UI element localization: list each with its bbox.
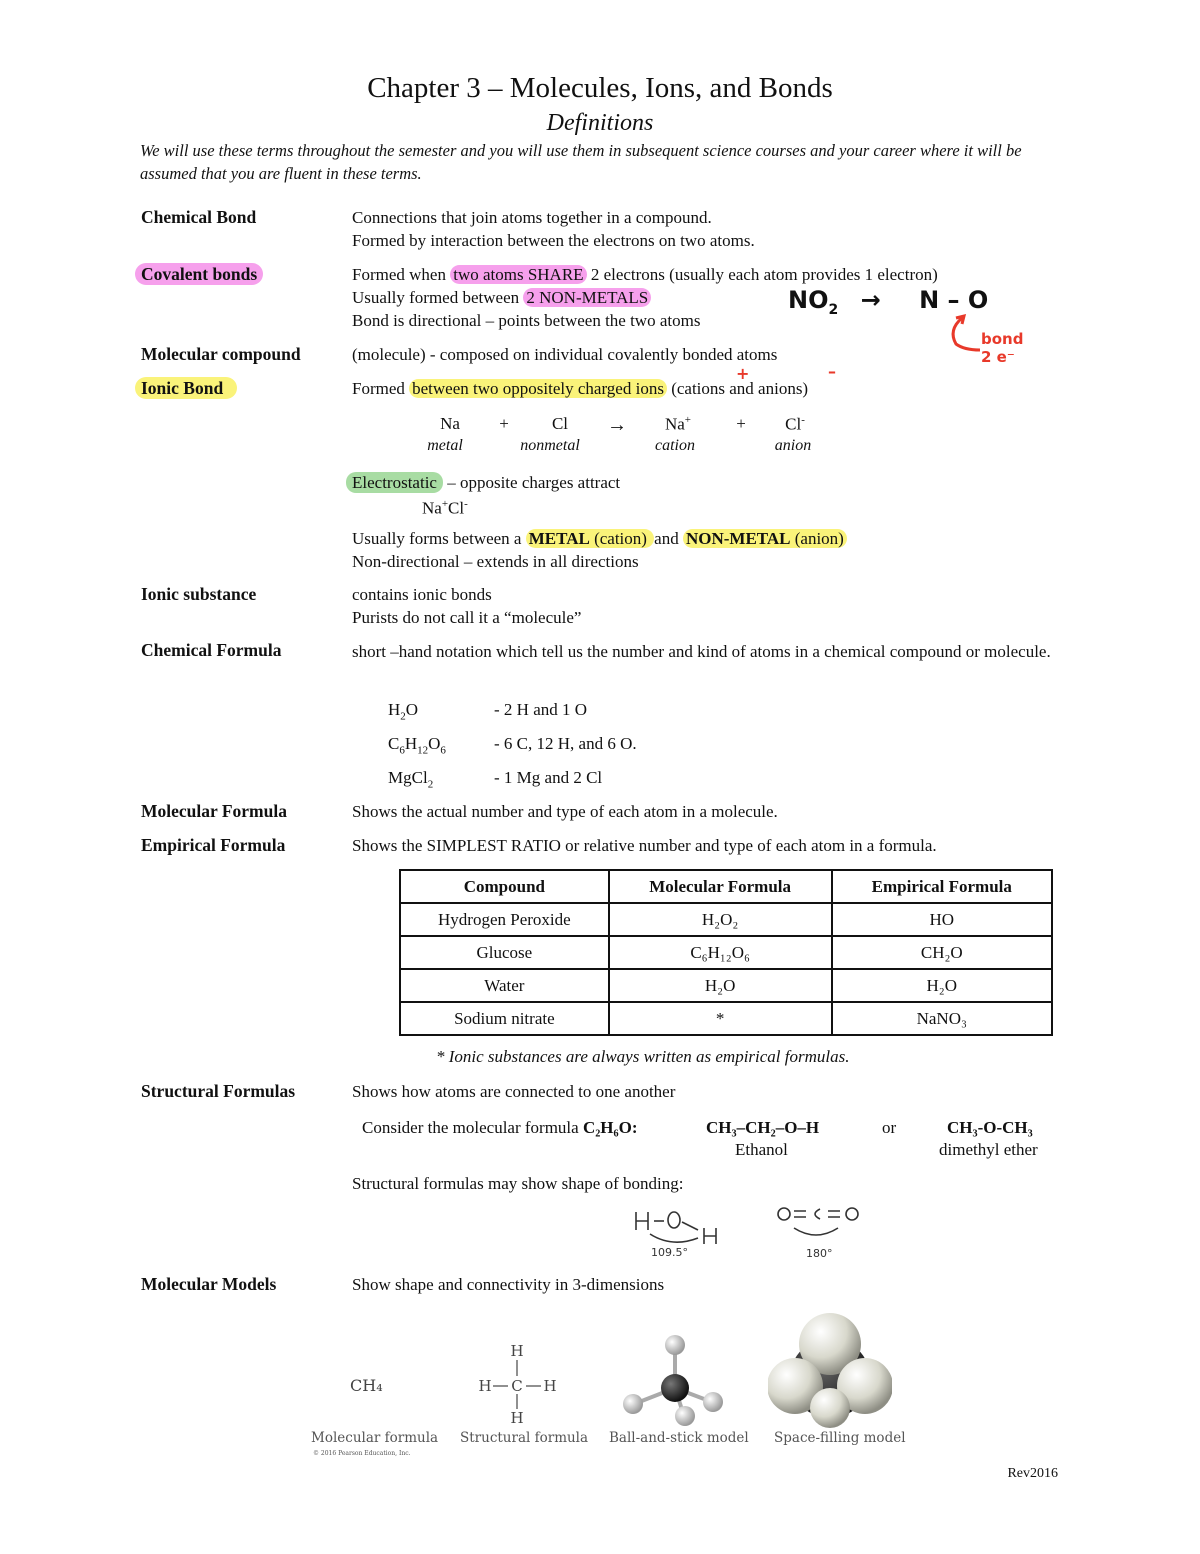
- text: (cations and anions): [666, 379, 809, 398]
- ball-and-stick-model: [618, 1332, 730, 1432]
- handwritten-minus: –: [828, 362, 836, 381]
- eq-label-cation: cation: [655, 437, 695, 454]
- table-row: [400, 903, 1052, 936]
- structural-atoms: [478, 1342, 556, 1427]
- def-line: [352, 263, 938, 286]
- text: Consider the molecular formula: [362, 1118, 583, 1137]
- table-header-row: [400, 870, 1052, 903]
- def-structural-formulas: Shows how atoms are connected to one another: [352, 1082, 676, 1101]
- eq-label-anion: anion: [774, 437, 812, 454]
- double-bond: [828, 1211, 840, 1217]
- hydrogen-ball: [665, 1335, 685, 1355]
- term-ionic-bond: [141, 378, 237, 399]
- formula-glucose: $C_6H_{12}O_6$: [388, 734, 446, 757]
- text: METAL: [528, 529, 590, 548]
- eq-cl: Cl: [551, 414, 569, 433]
- table-cell: Hydrogen Peroxide: [400, 903, 609, 936]
- table-cell: H₂O: [832, 969, 1052, 1002]
- model-label: Space-filling model: [774, 1430, 906, 1446]
- eq-plus: +: [499, 414, 509, 433]
- term-covalent-bonds: [141, 264, 263, 285]
- consider-line: [362, 1116, 638, 1139]
- atom-h: H: [510, 1342, 524, 1360]
- text: N – O: [919, 286, 989, 314]
- charge: -: [801, 414, 805, 426]
- text: NO: [788, 286, 829, 314]
- arrow-icon: →: [860, 286, 881, 314]
- def-line: contains ionic bonds: [352, 585, 492, 604]
- highlight: [683, 529, 847, 548]
- h-letter: [636, 1212, 648, 1230]
- def-empirical-formula: Shows the SIMPLEST RATIO or relative number and type of each atom in a formula.: [352, 836, 937, 855]
- eq-na: Na: [440, 414, 460, 433]
- atom-h: H: [478, 1377, 492, 1395]
- page-title: Chapter 3 – Molecules, Ions, and Bonds: [367, 72, 833, 104]
- water-bond-angle-drawing: [628, 1200, 738, 1270]
- table-row: [400, 1002, 1052, 1035]
- text: and: [654, 529, 683, 548]
- copyright-note: © 2016 Pearson Education, Inc.: [313, 1450, 411, 1457]
- hydrogen-ball: [675, 1406, 695, 1426]
- text: NON-METAL: [685, 529, 791, 548]
- page-subtitle: Definitions: [546, 110, 654, 136]
- text: (cation): [589, 529, 652, 548]
- eq-label-metal: metal: [427, 437, 463, 454]
- text: Formed: [352, 379, 410, 398]
- revision-footer: Rev2016: [1007, 1466, 1058, 1481]
- dme-name: dimethyl ether: [939, 1140, 1038, 1159]
- water-sketch: [636, 1212, 716, 1244]
- formula-h2o: $H_2O$: [388, 700, 419, 723]
- charge: +: [441, 498, 449, 510]
- water-angle-label: 109.5°: [651, 1246, 688, 1259]
- column-header: Compound: [400, 870, 609, 903]
- term-chemical-bond: Chemical Bond: [141, 207, 257, 227]
- highlight: Electrostatic: [346, 472, 443, 493]
- text: (anion): [790, 529, 844, 548]
- def-line: Connections that join atoms together in a compound.: [352, 208, 712, 227]
- term-structural-formulas: Structural Formulas: [141, 1081, 296, 1101]
- column-header: Molecular Formula: [609, 870, 832, 903]
- highlight: Ionic Bond: [135, 377, 237, 399]
- table-row: [400, 936, 1052, 969]
- term-molecular-models: Molecular Models: [141, 1274, 277, 1294]
- ethanol-formula: CH₃–CH₂–O–H: [706, 1118, 820, 1137]
- dme-formula: CH₃-O-CH₃: [947, 1118, 1033, 1137]
- term-empirical-formula: Empirical Formula: [141, 835, 286, 855]
- charge: -: [464, 498, 468, 510]
- highlight: two atoms SHARE: [450, 265, 586, 284]
- table-cell: Glucose: [400, 936, 609, 969]
- atom-c: C: [511, 1377, 523, 1395]
- table-cell: C₆H₁₂O₆: [609, 936, 832, 969]
- nacl-formula: [422, 493, 468, 520]
- table-cell: HO: [832, 903, 1052, 936]
- double-bond: [794, 1211, 806, 1217]
- ch4-formula: CH₄: [350, 1376, 383, 1395]
- table-cell: Water: [400, 969, 609, 1002]
- def-molecular-models: Show shape and connectivity in 3-dimensions: [352, 1275, 665, 1294]
- def-molecular-formula: Shows the actual number and type of each atom in a molecule.: [352, 802, 778, 821]
- co2-bond-angle-drawing: [772, 1200, 872, 1250]
- formula-desc: - 6 C, 12 H, and 6 O.: [494, 734, 637, 753]
- red-arrow: [953, 318, 980, 350]
- table-cell: NaNO₃: [832, 1002, 1052, 1035]
- formula-desc: - 1 Mg and 2 Cl: [494, 768, 603, 787]
- text: bond: [981, 330, 1024, 348]
- ethanol-name: Ethanol: [735, 1140, 788, 1159]
- def-chemical-formula: short –hand notation which tell us the number and kind of atoms in a chemical compound or molecule.: [352, 642, 1051, 661]
- shape-line: Structural formulas may show shape of bonding:: [352, 1174, 684, 1193]
- handwritten-plus: +: [736, 364, 750, 383]
- column-header: Empirical Formula: [832, 870, 1052, 903]
- table-cell: Sodium nitrate: [400, 1002, 609, 1035]
- co2-angle-label: 180°: [806, 1247, 833, 1260]
- text: 2: [828, 301, 839, 318]
- text: Usually formed between: [352, 288, 524, 307]
- o-letter: [846, 1208, 858, 1220]
- def-line: Purists do not call it a “molecule”: [352, 608, 582, 627]
- handwritten-bond-label: [981, 330, 1023, 366]
- model-label: Ball-and-stick model: [609, 1430, 749, 1446]
- charge: +: [684, 414, 692, 426]
- eq-cl-ion: [770, 414, 820, 435]
- atom-h: H: [543, 1377, 557, 1395]
- hydrogen-sphere: [810, 1388, 850, 1428]
- highlight: 2 NON-METALS: [523, 288, 651, 307]
- formula-mgcl2: MgCl$_2$: [388, 768, 434, 791]
- formula-desc: - 2 H and 1 O: [494, 700, 588, 719]
- c-letter: [815, 1209, 820, 1219]
- text: C₂H₆O:: [582, 1118, 638, 1137]
- def-ionic-substance: [352, 583, 581, 629]
- angle-arc: [650, 1234, 698, 1242]
- text: Cl: [785, 414, 802, 434]
- table-caption: * Ionic substances are always written as empirical formulas.: [436, 1047, 850, 1066]
- text: Usually forms between a: [352, 529, 526, 548]
- term-chemical-formula: Chemical Formula: [141, 640, 282, 660]
- term-ionic-substance: Ionic substance: [141, 584, 257, 604]
- hydrogen-ball: [703, 1392, 723, 1412]
- def-line: Formed by interaction between the electrons on two atoms.: [352, 231, 755, 250]
- ch4-structural-formula: [474, 1340, 564, 1430]
- highlight: Covalent bonds: [135, 263, 263, 285]
- eq-na-ion: [648, 414, 708, 435]
- text: Na: [664, 414, 685, 434]
- table-cell: *: [609, 1002, 832, 1035]
- or-text: or: [882, 1118, 897, 1137]
- space-filling-model: [768, 1308, 892, 1432]
- model-label: Structural formula: [460, 1430, 589, 1446]
- model-label: Molecular formula: [311, 1430, 439, 1446]
- def-chemical-bond: [352, 206, 755, 252]
- hydrogen-ball: [623, 1394, 643, 1414]
- table-cell: CH₂O: [832, 936, 1052, 969]
- text: – opposite charges attract: [442, 473, 621, 492]
- forms-between-line: [352, 527, 847, 550]
- o-letter: [668, 1212, 680, 1228]
- bond-line: [682, 1222, 698, 1230]
- def-molecular-compound: (molecule) - composed on individual covalently bonded atoms: [352, 345, 778, 364]
- highlight: between two oppositely charged ions: [409, 379, 667, 398]
- angle-arc: [794, 1228, 838, 1235]
- text: Formed when: [352, 265, 451, 284]
- co2-sketch: [778, 1208, 858, 1235]
- table-cell: H₂O: [609, 969, 832, 1002]
- atom-h: H: [510, 1409, 524, 1427]
- highlight: [526, 529, 654, 548]
- text: 2 e⁻: [981, 348, 1015, 366]
- formula-table: [399, 869, 1053, 1036]
- intro-paragraph: We will use these terms throughout the semester and you will use them in subsequent science courses and your career where it will be assumed that you are fluent in these terms.: [140, 141, 1022, 183]
- electrostatic-line: [352, 471, 620, 494]
- h-letter: [704, 1228, 716, 1244]
- text: Cl: [448, 498, 465, 518]
- text: 2 electrons (usually each atom provides 1 electron): [586, 265, 938, 284]
- eq-plus: +: [736, 414, 746, 433]
- eq-arrow-icon: →: [607, 414, 627, 436]
- table-cell: H₂O₂: [609, 903, 832, 936]
- term-molecular-compound: Molecular compound: [141, 344, 301, 364]
- carbon-ball: [661, 1374, 689, 1402]
- eq-label-nonmetal: nonmetal: [520, 437, 580, 454]
- o-letter: [778, 1208, 790, 1220]
- nondirectional-line: Non-directional – extends in all directions: [352, 552, 639, 571]
- text: Na: [422, 498, 442, 518]
- table-row: [400, 969, 1052, 1002]
- term-molecular-formula: Molecular Formula: [141, 801, 287, 821]
- def-line: Bond is directional – points between the two atoms: [352, 311, 701, 330]
